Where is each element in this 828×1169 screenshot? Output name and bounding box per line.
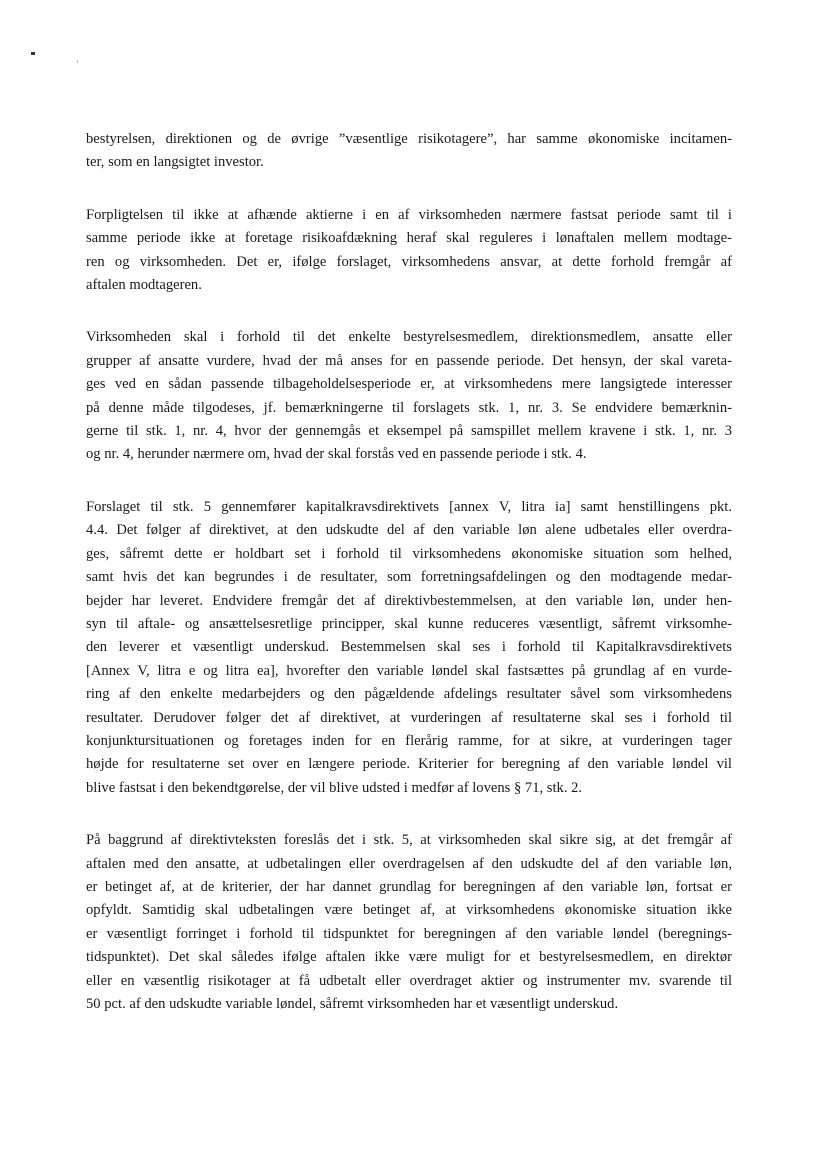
scan-speck xyxy=(31,52,35,55)
text-line: på denne måde tilgodeses, jf. bemærkningerne til forslagets stk. 1, nr. 3. Se endvidere bemærknin- xyxy=(86,399,732,416)
paragraph-1 xyxy=(86,128,732,175)
text-line: Virksomheden skal i forhold til det enkelte bestyrelsesmedlem, direktionsmedlem, ansatte eller xyxy=(86,329,732,346)
text-line: Forslaget til stk. 5 gennemfører kapitalkravsdirektivets [annex V, litra ia] samt henstillingens pkt. xyxy=(86,498,732,515)
text-line: ter, som en langsigtet investor. xyxy=(86,154,264,171)
text-line: aftalen modtageren. xyxy=(86,277,202,294)
paragraph-3 xyxy=(86,326,732,466)
paragraph-2 xyxy=(86,204,732,298)
text-line: den leverer et væsentligt underskud. Bestemmelsen skal ses i forhold til Kapitalkravsdirektivets xyxy=(86,639,732,656)
text-line: højde for resultaterne set over en længere periode. Kriterier for beregning af den variable løndel vil xyxy=(86,756,732,773)
text-line: 4.4. Det følger af direktivet, at den udskudte del af den variable løn alene udbetales eller overdra- xyxy=(86,522,732,539)
text-line: På baggrund af direktivteksten foreslås det i stk. 5, at virksomheden skal sikre sig, at det fremgår af xyxy=(86,832,732,849)
text-line: Forpligtelsen til ikke at afhænde aktierne i en af virksomheden nærmere fastsat periode samt til i xyxy=(86,206,732,223)
text-line: 50 pct. af den udskudte variable løndel, såfremt virksomheden har et væsentligt underskud. xyxy=(86,996,619,1012)
text-line: og nr. 4, herunder nærmere om, hvad der skal forstås ved en passende periode i stk. 4. xyxy=(86,446,587,463)
text-line: eller en væsentlig risikotager at få udbetalt eller overdraget aktier og instrumenter mv. svarende til xyxy=(86,972,732,989)
text-line: er betinget af, at de kriterier, der har dannet grundlag for beregningen af den variable løn, fortsat er xyxy=(86,878,732,895)
text-line: gerne til stk. 1, nr. 4, hvor der gennemgås et eksempel på samspillet mellem kravene i stk. 1, nr. 3 xyxy=(86,423,732,440)
text-line: syn til aftale- og ansættelsesretlige principper, skal kunne reduceres væsentligt, såfremt virksomhe- xyxy=(86,615,732,632)
text-line: grupper af ansatte vurdere, hvad der må anses for en passende periode. Det hensyn, der skal vareta- xyxy=(86,352,732,369)
text-line: samme periode ikke at foretage risikoafdækning heraf skal reguleres i lønaftalen mellem modtage- xyxy=(86,230,732,247)
text-line: samt hvis det kan begrundes i de resultater, som forretningsafdelingen og den modtagende medar- xyxy=(86,569,732,586)
paragraph-4 xyxy=(86,496,732,800)
scan-speck xyxy=(77,60,78,63)
text-line: bestyrelsen, direktionen og de øvrige ”væsentlige risikotagere”, har samme økonomiske incitamen- xyxy=(86,131,732,147)
text-line: [Annex V, litra e og litra ea], hvorefter den variable løndel skal fastsættes på grundlag af en vurde- xyxy=(86,662,732,679)
text-line: er væsentligt forringet i forhold til tidspunktet for beregningen af den variable løndel (beregnings- xyxy=(86,925,732,942)
text-line: ges, såfremt dette er holdbart set i forhold til virksomhedens økonomiske situation som helhed, xyxy=(86,545,732,562)
text-line: ges ved en sådan passende tilbageholdelsesperiode er, at virksomhedens mere langsigtede interesser xyxy=(86,376,732,393)
paragraph-5 xyxy=(86,829,732,1016)
document-body xyxy=(86,128,732,1045)
text-line: aftalen med den ansatte, at udbetalingen eller overdragelsen af den udskudte del af den variable løn, xyxy=(86,855,732,872)
text-line: konjunktursituationen og foretages inden for en flerårig ramme, for at sikre, at vurderingen tager xyxy=(86,732,732,749)
text-line: bejder har leveret. Endvidere fremgår det af direktivbestemmelsen, at den variable løn, under hen- xyxy=(86,592,732,609)
text-line: tidspunktet). Det skal således ifølge aftalen ikke være muligt for et bestyrelsesmedlem, en direktør xyxy=(86,949,732,966)
text-line: opfyldt. Samtidig skal udbetalingen være betinget af, at virksomhedens økonomiske situation ikke xyxy=(86,902,732,919)
text-line: ring af den enkelte medarbejders og den pågældende afdelings resultater såvel som virksomhedens xyxy=(86,686,732,703)
text-line: ren og virksomheden. Det er, ifølge forslaget, virksomhedens ansvar, at dette forhold fremgår af xyxy=(86,253,732,270)
text-line: resultater. Derudover følger det af direktivet, at vurderingen af resultaterne skal ses i forhold til xyxy=(86,709,732,726)
text-line: blive fastsat i den bekendtgørelse, der vil blive udsted i medfør af lovens § 71, stk. 2. xyxy=(86,779,583,796)
